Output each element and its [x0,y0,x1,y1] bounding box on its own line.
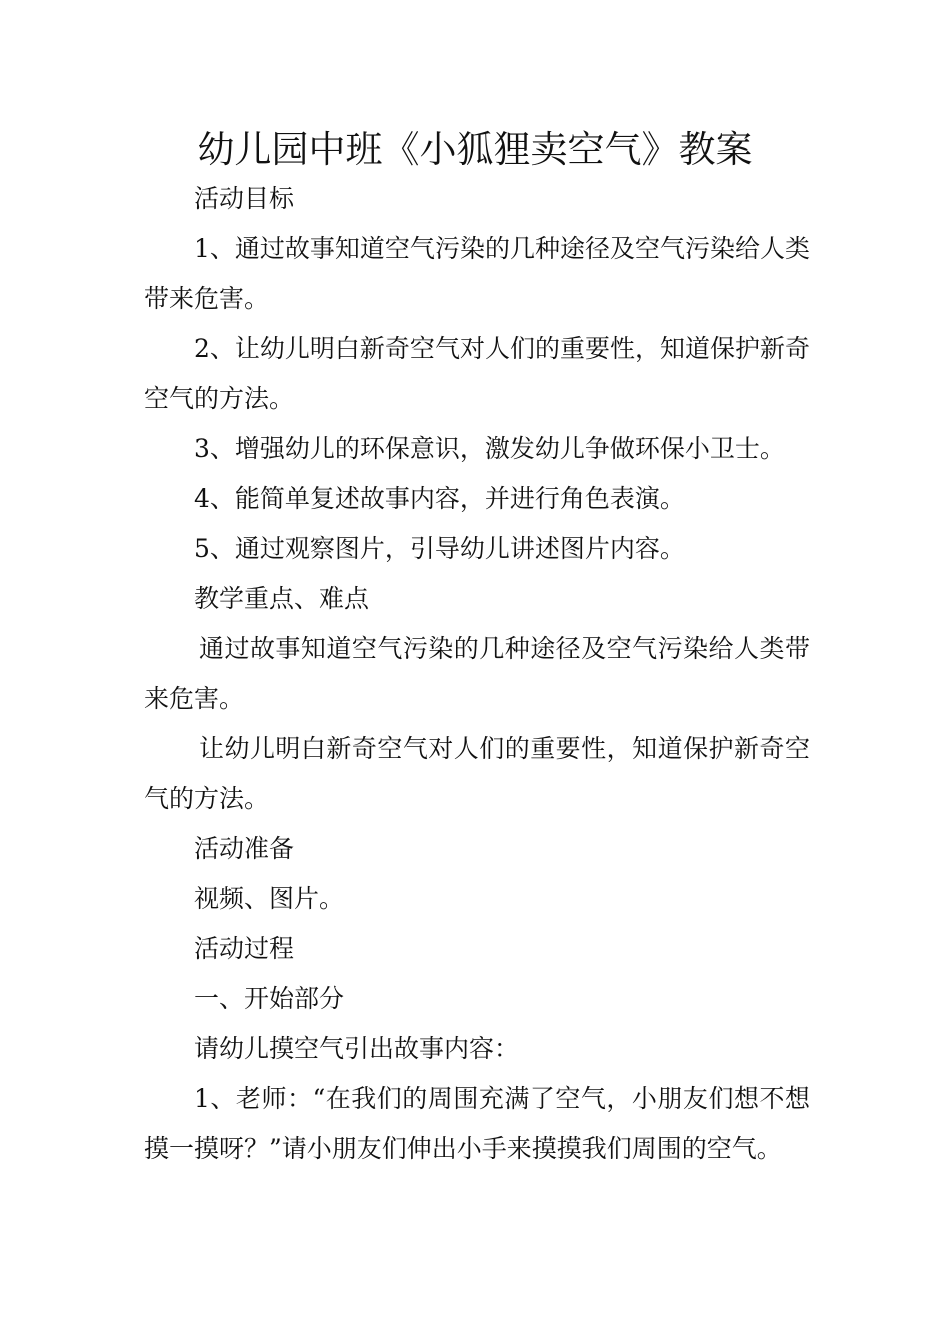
goal-item-4: 4、能简单复述故事内容，并进行角色表演。 [194,484,685,513]
goal-item-1: 1、通过故事知道空气污染的几种途径及空气污染给人类带来危害。 [144,234,810,313]
key-point-1: 通过故事知道空气污染的几种途径及空气污染给人类带来危害。 [144,634,810,713]
preparation-text: 视频、图片。 [194,884,345,913]
section-heading-process: 活动过程 [194,934,295,963]
process-intro-text: 请幼儿摸空气引出故事内容： [194,1034,520,1063]
process-step-1: 1、老师：“在我们的周围充满了空气，小朋友们想不想摸一摸呀？”请小朋友们伸出小手来摸摸我们周围的空气。 [144,1084,810,1163]
document-title: 幼儿园中班《小狐狸卖空气》教案 [197,128,753,171]
section-heading-goals: 活动目标 [194,184,295,213]
section-heading-preparation: 活动准备 [194,834,295,863]
section-heading-key-points: 教学重点、难点 [194,584,370,613]
document-body [144,174,810,1174]
key-point-2: 让幼儿明白新奇空气对人们的重要性，知道保护新奇空气的方法。 [144,734,810,813]
goal-item-5: 5、通过观察图片，引导幼儿讲述图片内容。 [194,534,685,563]
process-part-1-heading: 一、开始部分 [194,984,345,1013]
goal-item-3: 3、增强幼儿的环保意识，激发幼儿争做环保小卫士。 [194,434,785,463]
goal-item-2: 2、让幼儿明白新奇空气对人们的重要性，知道保护新奇空气的方法。 [144,334,810,413]
